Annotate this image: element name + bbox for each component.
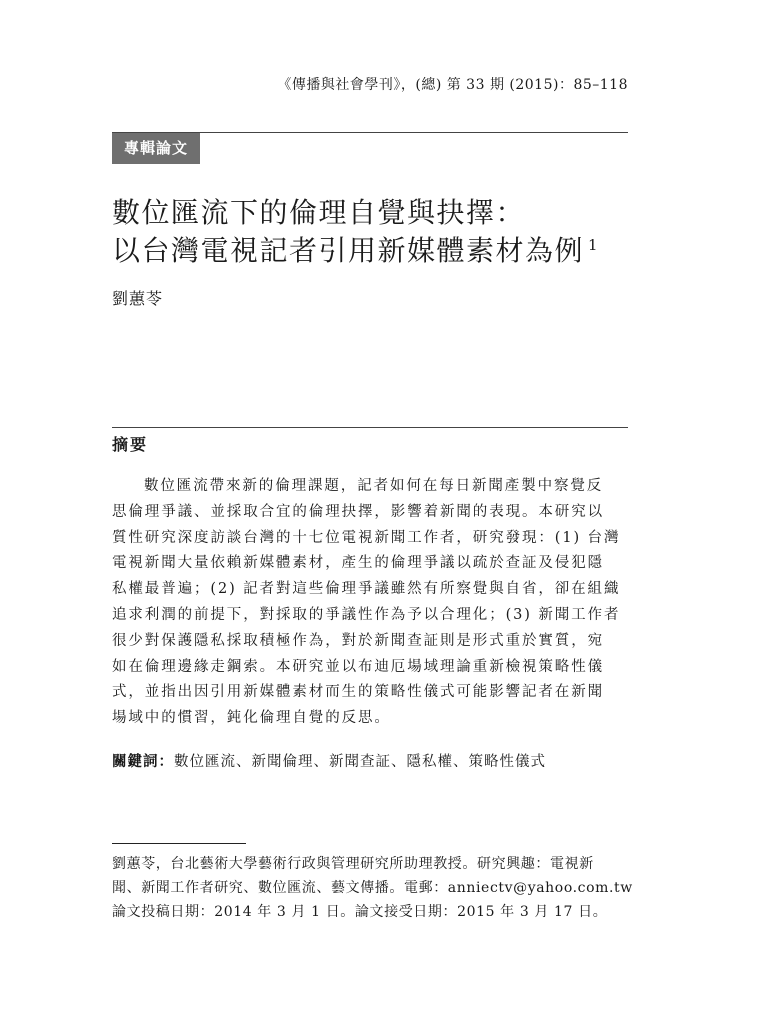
abstract-line: 電視新聞大量依賴新媒體素材，產生的倫理爭議以疏於查証及侵犯隱 (112, 555, 604, 572)
keywords (112, 750, 546, 771)
title-line-1: 數位匯流下的倫理自覺與抉擇： (112, 196, 526, 229)
footnote-divider (112, 843, 246, 844)
abstract-line: 數位匯流帶來新的倫理課題，記者如何在每日新聞產製中察覺反 (144, 478, 604, 494)
keywords-text: 數位匯流、新聞倫理、新聞查証、隱私權、策略性儀式 (174, 754, 546, 770)
abstract-line: 場域中的慣習，鈍化倫理自覺的反思。 (112, 710, 391, 727)
title-line-2: 以台灣電視記者引用新媒體素材為例 (112, 234, 585, 267)
footnote-line: 聞、新聞工作者研究、數位匯流、藝文傳播。電郵：anniectv@yahoo.com.tw (112, 880, 633, 896)
abstract-line: 追求利潤的前提下，對採取的爭議性作為予以合理化；(3) 新聞工作者 (112, 606, 621, 623)
abstract-line: 式，並指出因引用新媒體素材而生的策略性儀式可能影響記者在新聞 (112, 684, 604, 701)
keywords-label: 關鍵詞： (112, 753, 174, 770)
abstract-line: 思倫理爭議、並採取合宜的倫理抉擇，影響着新聞的表現。本研究以 (112, 503, 604, 520)
journal-citation: 《傳播與社會學刊》，(總) 第 33 期 (2015)：85–118 (277, 77, 628, 93)
abstract-line: 很少對保護隱私採取積極作為，對於新聞查証則是形式重於實質，宛 (112, 632, 604, 649)
article-title (112, 194, 632, 270)
category-tag: 專輯論文 (112, 133, 200, 164)
author-name: 劉蕙苓 (112, 289, 164, 308)
abstract-heading: 摘要 (112, 435, 149, 454)
author-footnote (112, 852, 632, 924)
footnote-line: 劉蕙苓，台北藝術大學藝術行政與管理研究所助理教授。研究興趣：電視新 (112, 856, 594, 872)
abstract-line: 如在倫理邊緣走鋼索。本研究並以布迪厄場域理論重新檢視策略性儀 (112, 658, 604, 675)
title-footnote-mark: 1 (588, 236, 600, 254)
abstract-line: 私權最普遍；(2) 記者對這些倫理爭議雖然有所察覺與自省，卻在組織 (112, 581, 621, 598)
footnote-line: 論文投稿日期：2014 年 3 月 1 日。論文接受日期：2015 年 3 月 17 日。 (112, 904, 608, 920)
abstract-divider (112, 427, 628, 428)
abstract-line: 質性研究深度訪談台灣的十七位電視新聞工作者，研究發現：(1) 台灣 (112, 529, 621, 546)
abstract-body (112, 474, 630, 732)
